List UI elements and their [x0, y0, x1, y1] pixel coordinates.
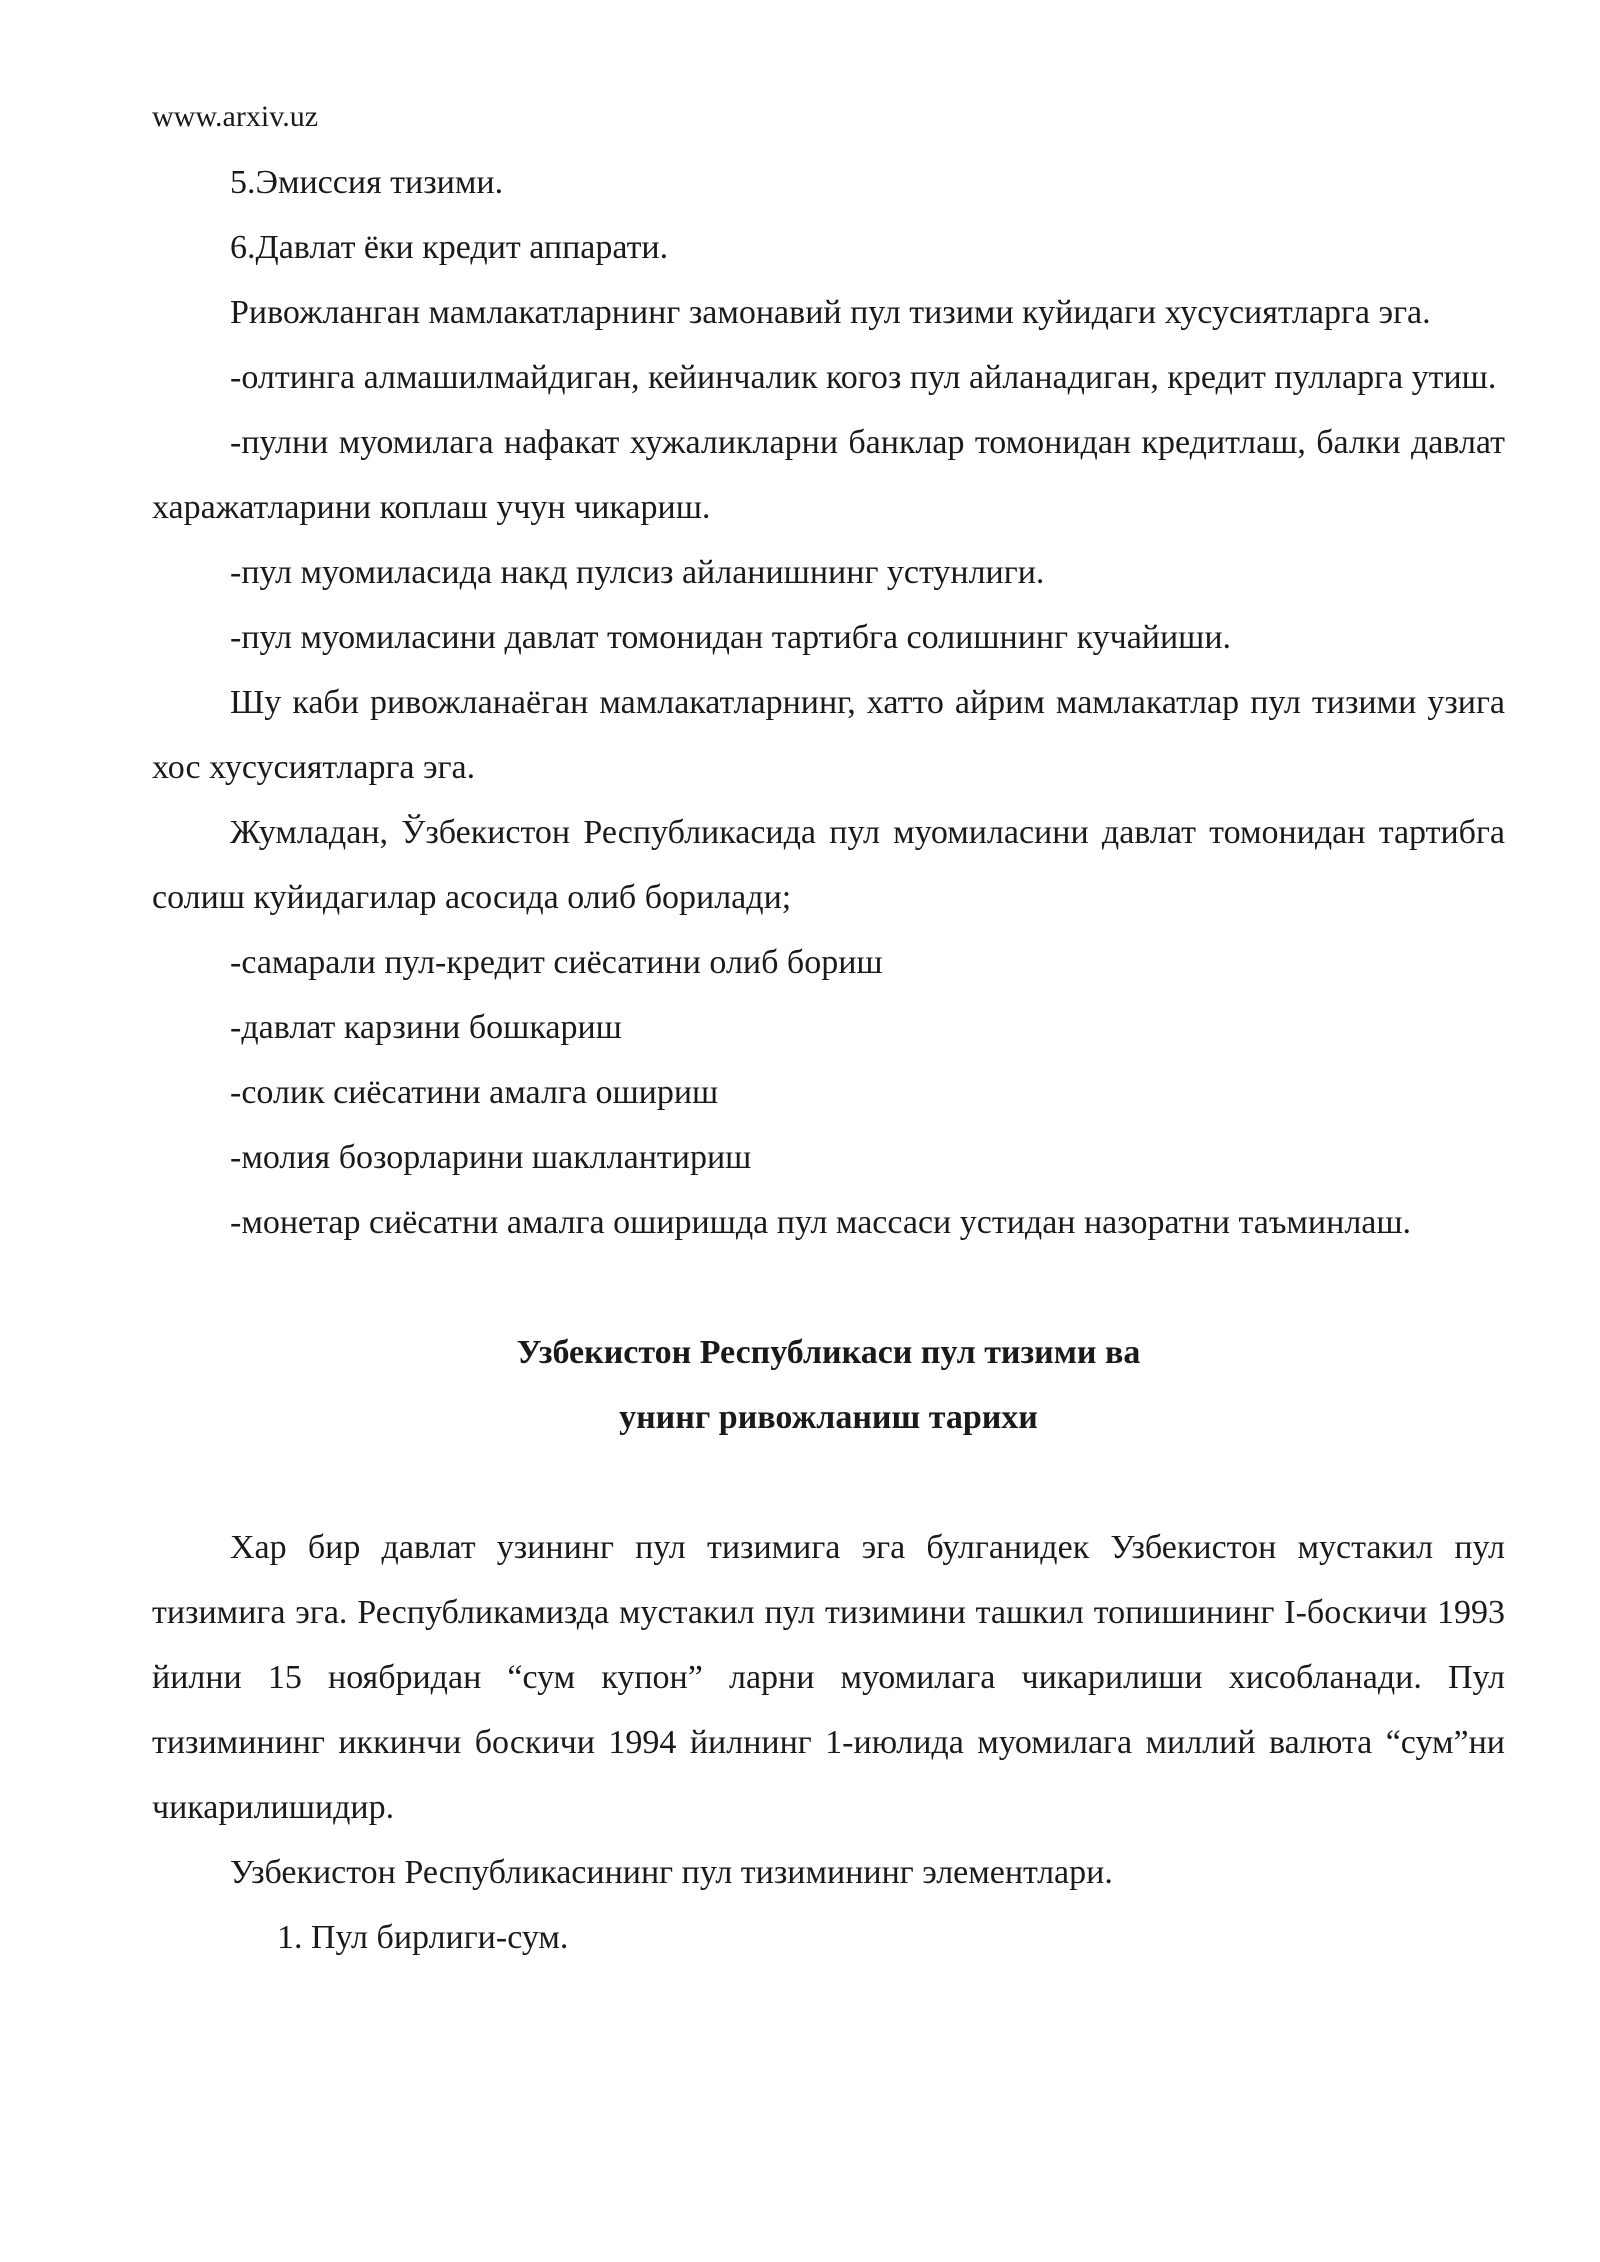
site-url-header: www.arxiv.uz — [152, 100, 319, 133]
paragraph-gold-conversion: -олтинга алмашилмайдиган, кейинчалик когоз пул айланадиган, кредит пулларга утиш. — [230, 359, 1497, 396]
section-heading-line-1: Узбекистон Республикаси пул тизими ва — [516, 1334, 1141, 1371]
paragraph-cashless: -пул муомиласида накд пулсиз айланишнинг устунлиги. — [230, 554, 1045, 591]
list-item-currency-unit: 1. Пул бирлиги-сум. — [277, 1919, 569, 1956]
paragraph-uzbekistan-regulation: Жумладан, Ўзбекистон Республикасида пул муомиласини давлат томонидан тартибга солиш куйидагилар асосида олиб борилади; — [152, 814, 1505, 916]
paragraph-developing-countries: Шу каби ривожланаёган мамлакатларнинг, хатто айрим мамлакатлар пул тизими узига хос хусусиятларга эга. — [152, 684, 1505, 786]
paragraph-debt-management: -давлат карзини бошкариш — [230, 1009, 622, 1046]
paragraph-money-issue: -пулни муомилага нафакат хужаликларни банклар томонидан кредитлаш, балки давлат харажатларини коплаш учун чикариш. — [152, 424, 1505, 526]
document-page — [152, 95, 1505, 1970]
paragraph-developed-countries: Ривожланган мамлакатларнинг замонавий пул тизими куйидаги хусусиятларга эга. — [230, 294, 1431, 331]
paragraph-monetary-policy: -самарали пул-кредит сиёсатини олиб бориш — [230, 944, 883, 981]
paragraph-independent-money-system: Хар бир давлат узининг пул тизимига эга булганидек Узбекистон мустакил пул тизимига эга. Республикамизда мустакил пул тизимини ташкил топишининг I-боскичи 1993 йилни 15 ноябридан “сум купон” ларни муомилага чикарилиши хисобланади. Пул тизимининг иккинчи боскичи 1994 йилнинг 1-июлида муомилага миллий валюта “сум”ни чикарилишидир. — [152, 1529, 1505, 1826]
paragraph-state-regulation: -пул муомиласини давлат томонидан тартибга солишнинг кучайиши. — [230, 619, 1232, 656]
paragraph-tax-policy: -солик сиёсатини амалга ошириш — [230, 1074, 719, 1111]
paragraph-system-elements: Узбекистон Республикасининг пул тизимининг элементлари. — [230, 1854, 1113, 1891]
paragraph-credit-apparatus: 6.Давлат ёки кредит аппарати. — [230, 229, 669, 266]
section-heading-line-2: унинг ривожланиш тарихи — [619, 1399, 1038, 1436]
paragraph-emission-system: 5.Эмиссия тизими. — [230, 164, 504, 201]
paragraph-financial-markets: -молия бозорларини шакллантириш — [230, 1139, 752, 1176]
paragraph-money-supply-control: -монетар сиёсатни амалга оширишда пул массаси устидан назоратни таъминлаш. — [230, 1204, 1412, 1241]
